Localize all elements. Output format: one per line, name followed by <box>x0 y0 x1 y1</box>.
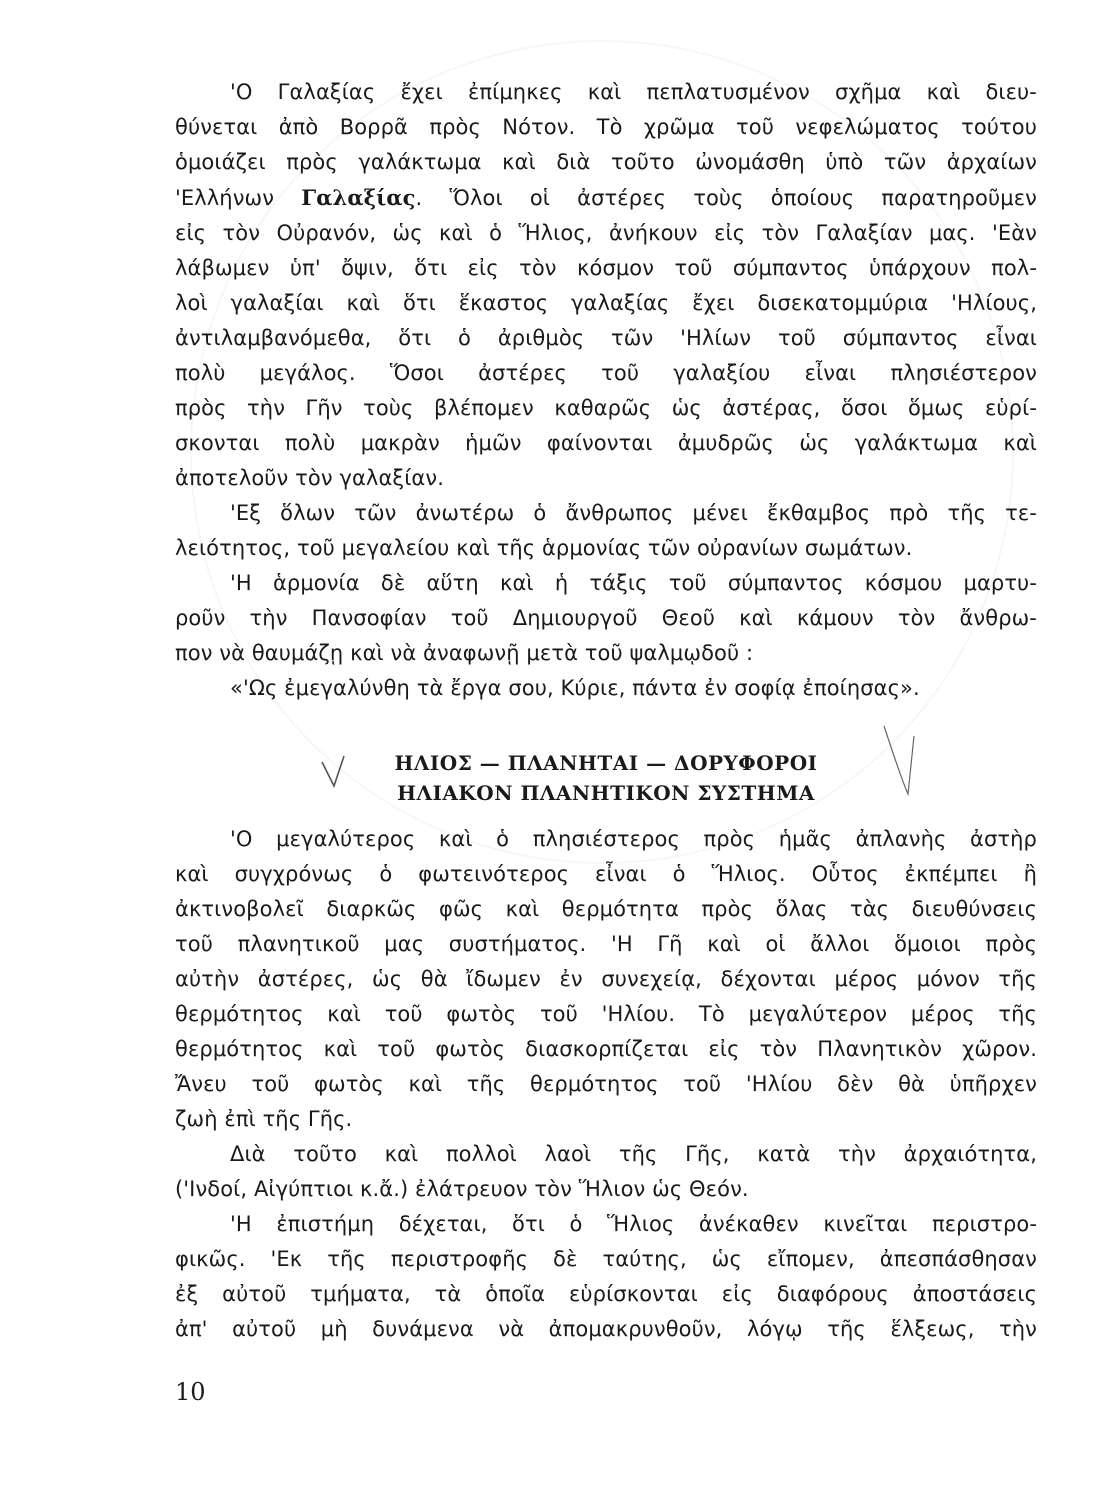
text-line: 'Εξ ὅλων τῶν ἀνωτέρω ὁ ἄνθρωπος μένει ἔκθαμβος πρὸ τῆς τε- <box>230 501 1037 525</box>
text-line: πολὺ μεγάλος. Ὅσοι ἀστέρες τοῦ γαλαξίου εἶναι πλησιέστερον <box>175 361 1037 385</box>
text-line: αὐτὴν ἀστέρες, ὡς θὰ ἴδωμεν ἐν συνεχείᾳ, δέχονται μέρος μόνον τῆς <box>175 967 1037 991</box>
text-line: θερμότητος καὶ τοῦ φωτὸς διασκορπίζεται εἰς τὸν Πλανητικὸν χῶρον. <box>175 1037 1037 1061</box>
text-line: Διὰ τοῦτο καὶ πολλοὶ λαοὶ τῆς Γῆς, κατὰ τὴν ἀρχαιότητα, <box>230 1142 1037 1166</box>
paragraph <box>175 1137 1037 1207</box>
paragraph <box>175 496 1037 566</box>
text-line: ροῦν τὴν Πανσοφίαν τοῦ Δημιουργοῦ Θεοῦ καὶ κάμουν τὸν ἄνθρω- <box>175 606 1037 630</box>
text-line: 'Ελλήνων Γαλαξίας. Ὅλοι οἱ ἀστέρες τοὺς ὁποίους παρατηροῦμεν <box>175 185 1037 210</box>
text-line: θερμότητος καὶ τοῦ φωτὸς τοῦ 'Ηλίου. Τὸ μεγαλύτερον μέρος τῆς <box>175 1002 1037 1026</box>
text-line: τοῦ πλανητικοῦ μας συστήματος. 'Η Γῆ καὶ οἱ ἄλλοι ὅμοιοι πρὸς <box>175 932 1037 956</box>
text-line: λοὶ γαλαξίαι καὶ ὅτι ἕκαστος γαλαξίας ἔχει δισεκατομμύρια 'Ηλίους, <box>175 291 1037 315</box>
text-line: ἀποτελοῦν τὸν γαλαξίαν. <box>175 466 444 490</box>
emphasized-term: Γαλαξίας <box>301 185 416 210</box>
paragraph <box>175 75 1037 496</box>
text-line: ἀπ' αὐτοῦ μὴ δυνάμενα νὰ ἀπομακρυνθοῦν, λόγῳ τῆς ἕλξεως, τὴν <box>175 1317 1037 1341</box>
text-line: θύνεται ἀπὸ Βορρᾶ πρὸς Νότον. Τὸ χρῶμα τοῦ νεφελώματος τούτου <box>175 115 1037 139</box>
text-line: πρὸς τὴν Γῆν τοὺς βλέπομεν καθαρῶς ὡς ἀστέρας, ὅσοι ὅμως εὑρί- <box>175 396 1037 420</box>
text-line: ('Ινδοί, Αἰγύπτιοι κ.ἄ.) ἐλάτρευον τὸν Ἥλιον ὡς Θεόν. <box>175 1177 749 1201</box>
text-line: «'Ως ἐμεγαλύνθη τὰ ἔργα σου, Κύριε, πάντα ἐν σοφίᾳ ἐποίησας». <box>230 676 920 700</box>
text-line: λειότητος, τοῦ μεγαλείου καὶ τῆς ἁρμονίας τῶν οὐρανίων σωμάτων. <box>175 536 913 560</box>
text-line: σκονται πολὺ μακρὰν ἡμῶν φαίνονται ἀμυδρῶς ὡς γαλάκτωμα καὶ <box>175 431 1037 455</box>
section-heading-secondary: ΗΛΙΑΚΟΝ ΠΛΑΝΗΤΙΚΟΝ ΣΥΣΤΗΜΑ <box>397 781 815 805</box>
text-line: λάβωμεν ὑπ' ὄψιν, ὅτι εἰς τὸν κόσμον τοῦ σύμπαντος ὑπάρχουν πολ- <box>175 256 1037 280</box>
section-heading-primary: ΗΛΙΟΣ — ΠΛΑΝΗΤΑΙ — ΔΟΡΥΦΟΡΟΙ <box>394 751 818 775</box>
text-line: ἐξ αὐτοῦ τμήματα, τὰ ὁποῖα εὑρίσκονται εἰς διαφόρους ἀποστάσεις <box>175 1282 1037 1306</box>
text-line: καὶ συγχρόνως ὁ φωτεινότερος εἶναι ὁ Ἥλιος. Οὗτος ἐκπέμπει ἢ <box>175 862 1037 886</box>
paragraph <box>175 822 1037 1137</box>
sun-section-text-block <box>175 822 1037 1347</box>
text-line: ἀντιλαμβανόμεθα, ὅτι ὁ ἀριθμὸς τῶν 'Ηλίων τοῦ σύμπαντος εἶναι <box>175 326 1037 350</box>
text-line: εἰς τὸν Οὐρανόν, ὡς καὶ ὁ Ἥλιος, ἀνήκουν εἰς τὸν Γαλαξίαν μας. 'Εὰν <box>175 221 1037 245</box>
text-line: ζωὴ ἐπὶ τῆς Γῆς. <box>175 1107 353 1131</box>
paragraph <box>175 566 1037 671</box>
paragraph <box>175 1207 1037 1347</box>
paragraph <box>175 671 1037 706</box>
pencil-bracket-mark <box>880 706 920 796</box>
text-line: ὁμοιάζει πρὸς γαλάκτωμα καὶ διὰ τοῦτο ὠνομάσθη ὑπὸ τῶν ἀρχαίων <box>175 150 1037 174</box>
text-line: 'Ο μεγαλύτερος καὶ ὁ πλησιέστερος πρὸς ἡμᾶς ἀπλανὴς ἀστὴρ <box>230 827 1037 851</box>
pencil-check-mark <box>320 752 350 792</box>
text-line: φικῶς. 'Εκ τῆς περιστροφῆς δὲ ταύτης, ὡς εἴπομεν, ἀπεσπάσθησαν <box>175 1247 1037 1271</box>
text-line: ἀκτινοβολεῖ διαρκῶς φῶς καὶ θερμότητα πρὸς ὅλας τὰς διευθύνσεις <box>175 897 1037 921</box>
page-number: 10 <box>175 1378 206 1406</box>
text-line: πον νὰ θαυμάζῃ καὶ νὰ ἀναφωνῇ μετὰ τοῦ ψαλμῳδοῦ : <box>175 641 754 665</box>
text-line: 'Η ἁρμονία δὲ αὕτη καὶ ἡ τάξις τοῦ σύμπαντος κόσμου μαρτυ- <box>230 571 1037 595</box>
intro-text-block <box>175 75 1037 706</box>
text-line: 'Ο Γαλαξίας ἔχει ἐπίμηκες καὶ πεπλατυσμένον σχῆμα καὶ διευ- <box>230 80 1037 104</box>
text-line: 'Η ἐπιστήμη δέχεται, ὅτι ὁ Ἥλιος ἀνέκαθεν κινεῖται περιστρο- <box>230 1212 1037 1236</box>
text-line: Ἄνευ τοῦ φωτὸς καὶ τῆς θερμότητος τοῦ 'Ηλίου δὲν θὰ ὑπῆρχεν <box>175 1072 1037 1096</box>
